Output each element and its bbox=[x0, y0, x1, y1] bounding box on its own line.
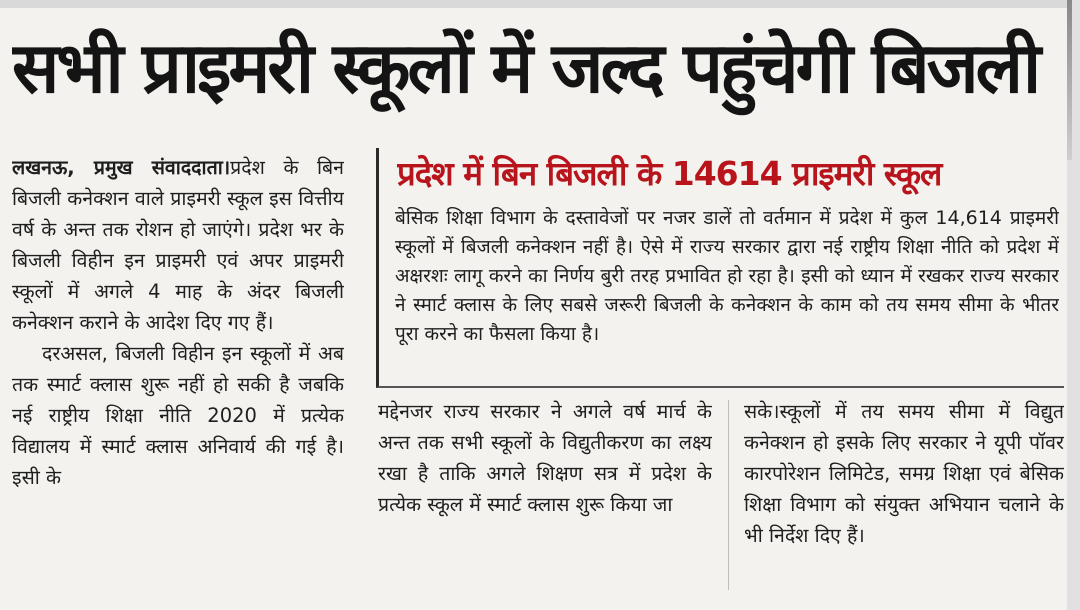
column-middle-text: मद्देनजर राज्य सरकार ने अगले वर्ष मार्च के अन्त तक सभी स्कूलों के विद्युतीकरण का लक्ष्य रखा है ताकि अगले शिक्षण सत्र में प्रदेश के प्रत्येक स्कूल में स्मार्ट क्लास शुरू किया जा bbox=[378, 400, 712, 516]
box-body: बेसिक शिक्षा विभाग के दस्तावेजों पर नजर डालें तो वर्तमान में प्रदेश में कुल 14,614 प्राइमरी स्कूलों में बिजली कनेक्शन नहीं है। ऐसे में राज्य सरकार द्वारा नई राष्ट्रीय शिक्षा नीति को प्रदेश में अक्षरशः लागू करने का निर्णय बुरी तरह प्रभावित हो रहा है। इसी को ध्यान में रखकर राज्य सरकार ने स्मार्ट क्लास के लिए सबसे जरूरी बिजली के कनेक्शन के काम को तय समय सीमा के भीतर पूरा करने का फैसला किया है। bbox=[395, 207, 1059, 345]
highlight-box bbox=[376, 148, 1064, 388]
column-right-text: सके।स्कूलों में तय समय सीमा में विद्युत कनेक्शन हो इसके लिए सरकार ने यूपी पॉवर कारपोरेशन लिमिटेड, समग्र शिक्षा एवं बेसिक शिक्षा विभाग को संयुक्त अभियान चलाने के भी निर्देश दिए हैं। bbox=[744, 400, 1064, 547]
headline: सभी प्राइमरी स्कूलों में जल्द पहुंचेगी बिजली bbox=[12, 27, 1039, 109]
column-right bbox=[744, 396, 1064, 596]
paragraph-1-text: प्रदेश के बिन बिजली कनेक्शन वाले प्राइमरी स्कूल इस वित्तीय वर्ष के अन्त तक रोशन हो जाएंगे। प्रदेश भर के बिजली विहीन इन प्राइमरी एवं अपर प्राइमरी स्कूलों में अगले 4 माह के अंदर बिजली कनेक्शन कराने के आदेश दिए गए हैं। bbox=[12, 156, 344, 334]
paragraph-1 bbox=[12, 152, 344, 338]
column-middle bbox=[378, 396, 712, 596]
column-left bbox=[12, 152, 344, 592]
right-edge bbox=[1067, 0, 1080, 610]
box-title: प्रदेश में बिन बिजली के 14614 प्राइमरी स्कूल bbox=[397, 154, 942, 193]
dateline: लखनऊ, प्रमुख संवाददाता। bbox=[12, 156, 231, 179]
column-divider bbox=[728, 400, 729, 590]
paragraph-2: दरअसल, बिजली विहीन इन स्कूलों में अब तक स्मार्ट क्लास शुरू नहीं हो सकी है जबकि नई राष्ट्रीय शिक्षा नीति 2020 में प्रत्येक विद्यालय में स्मार्ट क्लास अनिवार्य की गई है। इसी के bbox=[12, 342, 344, 489]
edge-shadow bbox=[1067, 0, 1072, 160]
top-edge bbox=[0, 0, 1080, 8]
